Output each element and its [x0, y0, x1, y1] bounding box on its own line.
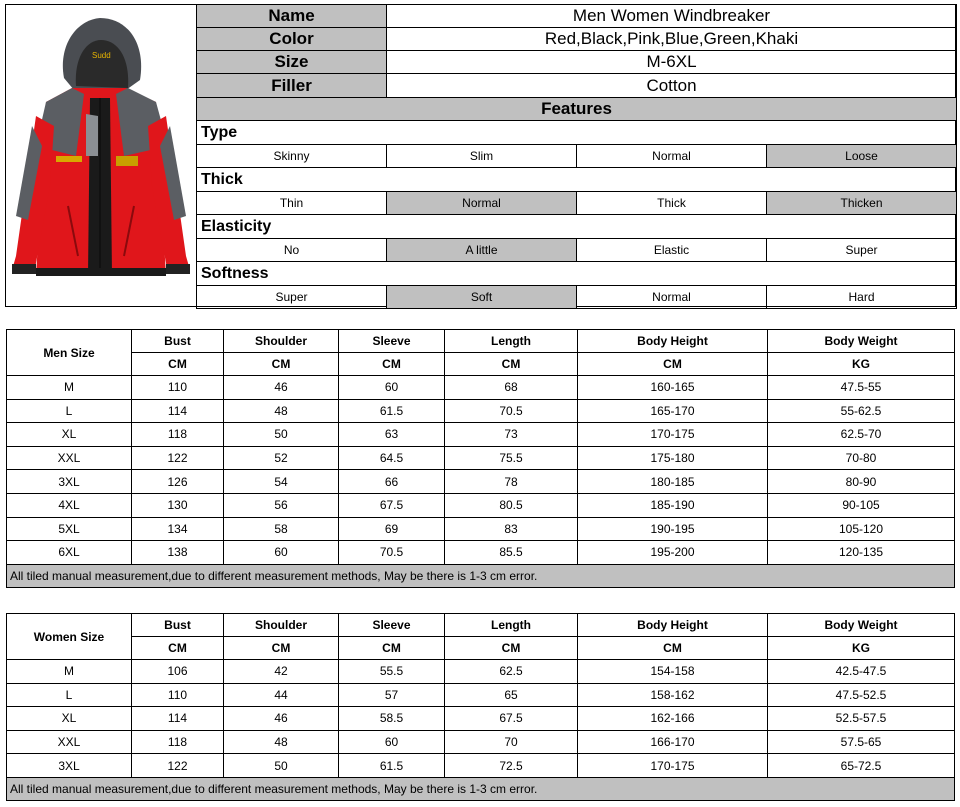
color-value: Red,Black,Pink,Blue,Green,Khaki	[387, 28, 957, 51]
feature-softness-option: Normal	[577, 286, 767, 309]
table-cell: 70.5	[339, 541, 445, 565]
table-cell: 62.5	[445, 660, 578, 684]
unit-header: CM	[224, 637, 339, 660]
column-header: Bust	[132, 330, 224, 353]
table-cell: 48	[224, 730, 339, 754]
feature-elasticity-label: Elasticity	[197, 215, 957, 239]
table-row	[7, 376, 955, 400]
table-cell: 47.5-52.5	[768, 683, 955, 707]
jacket-logo: Sudd	[92, 51, 111, 60]
table-row	[7, 660, 955, 684]
table-cell: 165-170	[578, 399, 768, 423]
table-cell: 130	[132, 493, 224, 517]
table-cell: 52	[224, 446, 339, 470]
table-cell: 85.5	[445, 541, 578, 565]
table-cell: 162-166	[578, 707, 768, 731]
unit-header: CM	[224, 353, 339, 376]
table-cell: 47.5-55	[768, 376, 955, 400]
table-cell: 46	[224, 376, 339, 400]
table-cell: 42	[224, 660, 339, 684]
table-cell: 57	[339, 683, 445, 707]
size-cell: XL	[7, 707, 132, 731]
table-cell: 180-185	[578, 470, 768, 494]
table-cell: 61.5	[339, 399, 445, 423]
feature-thick-label: Thick	[197, 168, 957, 192]
table-cell: 190-195	[578, 517, 768, 541]
feature-type-option: Normal	[577, 145, 767, 168]
table-row	[7, 470, 955, 494]
table-cell: 67.5	[445, 707, 578, 731]
unit-header: CM	[445, 353, 578, 376]
table-cell: 106	[132, 660, 224, 684]
unit-header: CM	[578, 637, 768, 660]
women-table-note: All tiled manual measurement,due to different measurement methods, May be there is 1-3 cm error.	[7, 777, 955, 800]
table-cell: 80.5	[445, 493, 578, 517]
table-cell: 90-105	[768, 493, 955, 517]
table-cell: 66	[339, 470, 445, 494]
table-cell: 80-90	[768, 470, 955, 494]
feature-elasticity-option-selected: A little	[387, 239, 577, 262]
size-cell: 3XL	[7, 470, 132, 494]
size-cell: M	[7, 660, 132, 684]
table-cell: 67.5	[339, 493, 445, 517]
table-cell: 54	[224, 470, 339, 494]
table-cell: 63	[339, 423, 445, 447]
unit-header: CM	[445, 637, 578, 660]
table-cell: 120-135	[768, 541, 955, 565]
feature-thick-option: Thick	[577, 192, 767, 215]
column-header: Shoulder	[224, 614, 339, 637]
column-header: Body Height	[578, 330, 768, 353]
feature-thick-option-selected: Thicken	[767, 192, 957, 215]
feature-type-option: Slim	[387, 145, 577, 168]
table-cell: 56	[224, 493, 339, 517]
size-value: M-6XL	[387, 51, 957, 74]
table-cell: 195-200	[578, 541, 768, 565]
table-cell: 50	[224, 423, 339, 447]
table-row	[7, 446, 955, 470]
table-cell: 138	[132, 541, 224, 565]
table-cell: 62.5-70	[768, 423, 955, 447]
table-cell: 185-190	[578, 493, 768, 517]
unit-header: KG	[768, 637, 955, 660]
column-header: Body Weight	[768, 330, 955, 353]
feature-type-label: Type	[197, 121, 957, 145]
feature-type-option-selected: Loose	[767, 145, 957, 168]
table-cell: 110	[132, 683, 224, 707]
table-cell: 118	[132, 423, 224, 447]
table-cell: 52.5-57.5	[768, 707, 955, 731]
table-cell: 48	[224, 399, 339, 423]
women-size-table	[6, 613, 955, 801]
table-cell: 50	[224, 754, 339, 778]
column-header: Body Weight	[768, 614, 955, 637]
table-cell: 61.5	[339, 754, 445, 778]
table-row	[7, 517, 955, 541]
column-header: Bust	[132, 614, 224, 637]
table-cell: 60	[224, 541, 339, 565]
table-cell: 110	[132, 376, 224, 400]
table-cell: 69	[339, 517, 445, 541]
product-info-table	[196, 4, 957, 121]
name-label: Name	[197, 5, 387, 28]
features-table	[196, 120, 957, 309]
table-cell: 58.5	[339, 707, 445, 731]
color-label: Color	[197, 28, 387, 51]
size-cell: 5XL	[7, 517, 132, 541]
feature-elasticity-option: Elastic	[577, 239, 767, 262]
column-header: Sleeve	[339, 614, 445, 637]
feature-softness-option: Hard	[767, 286, 957, 309]
unit-header: CM	[132, 353, 224, 376]
name-value: Men Women Windbreaker	[387, 5, 957, 28]
filler-value: Cotton	[387, 74, 957, 98]
feature-thick-option-selected: Normal	[387, 192, 577, 215]
table-cell: 83	[445, 517, 578, 541]
table-cell: 154-158	[578, 660, 768, 684]
table-cell: 118	[132, 730, 224, 754]
table-cell: 126	[132, 470, 224, 494]
table-cell: 55-62.5	[768, 399, 955, 423]
feature-type-option: Skinny	[197, 145, 387, 168]
size-cell: 4XL	[7, 493, 132, 517]
table-cell: 73	[445, 423, 578, 447]
features-title: Features	[197, 98, 957, 121]
size-cell: 3XL	[7, 754, 132, 778]
column-header: Body Height	[578, 614, 768, 637]
size-cell: XL	[7, 423, 132, 447]
table-cell: 58	[224, 517, 339, 541]
table-row	[7, 541, 955, 565]
unit-header: CM	[339, 353, 445, 376]
table-cell: 44	[224, 683, 339, 707]
table-cell: 70-80	[768, 446, 955, 470]
table-cell: 65	[445, 683, 578, 707]
feature-elasticity-option: Super	[767, 239, 957, 262]
men-table-note: All tiled manual measurement,due to different measurement methods, May be there is 1-3 cm error.	[7, 564, 955, 587]
table-row	[7, 683, 955, 707]
table-cell: 114	[132, 399, 224, 423]
table-cell: 70	[445, 730, 578, 754]
table-row	[7, 730, 955, 754]
jacket-image	[6, 6, 194, 304]
unit-header: CM	[132, 637, 224, 660]
men-size-table	[6, 329, 955, 588]
filler-label: Filler	[197, 74, 387, 98]
feature-elasticity-option: No	[197, 239, 387, 262]
women-size-title: Women Size	[7, 614, 132, 660]
table-cell: 122	[132, 754, 224, 778]
unit-header: KG	[768, 353, 955, 376]
unit-header: CM	[578, 353, 768, 376]
table-row	[7, 423, 955, 447]
table-cell: 70.5	[445, 399, 578, 423]
unit-header: CM	[339, 637, 445, 660]
size-cell: M	[7, 376, 132, 400]
column-header: Sleeve	[339, 330, 445, 353]
table-cell: 134	[132, 517, 224, 541]
size-cell: XXL	[7, 446, 132, 470]
table-cell: 166-170	[578, 730, 768, 754]
table-cell: 55.5	[339, 660, 445, 684]
table-cell: 57.5-65	[768, 730, 955, 754]
table-cell: 122	[132, 446, 224, 470]
table-cell: 78	[445, 470, 578, 494]
column-header: Length	[445, 614, 578, 637]
feature-softness-option: Super	[197, 286, 387, 309]
table-cell: 158-162	[578, 683, 768, 707]
table-cell: 65-72.5	[768, 754, 955, 778]
size-cell: L	[7, 683, 132, 707]
table-cell: 170-175	[578, 423, 768, 447]
table-row	[7, 754, 955, 778]
men-size-title: Men Size	[7, 330, 132, 376]
size-cell: 6XL	[7, 541, 132, 565]
table-cell: 60	[339, 376, 445, 400]
feature-softness-label: Softness	[197, 262, 957, 286]
table-cell: 75.5	[445, 446, 578, 470]
column-header: Length	[445, 330, 578, 353]
table-cell: 175-180	[578, 446, 768, 470]
table-cell: 64.5	[339, 446, 445, 470]
size-cell: XXL	[7, 730, 132, 754]
column-header: Shoulder	[224, 330, 339, 353]
table-cell: 72.5	[445, 754, 578, 778]
table-cell: 60	[339, 730, 445, 754]
table-cell: 114	[132, 707, 224, 731]
size-cell: L	[7, 399, 132, 423]
feature-thick-option: Thin	[197, 192, 387, 215]
table-cell: 46	[224, 707, 339, 731]
table-cell: 105-120	[768, 517, 955, 541]
size-label: Size	[197, 51, 387, 74]
table-cell: 68	[445, 376, 578, 400]
table-row	[7, 707, 955, 731]
feature-softness-option-selected: Soft	[387, 286, 577, 309]
table-row	[7, 399, 955, 423]
table-row	[7, 493, 955, 517]
table-cell: 170-175	[578, 754, 768, 778]
table-cell: 160-165	[578, 376, 768, 400]
table-cell: 42.5-47.5	[768, 660, 955, 684]
